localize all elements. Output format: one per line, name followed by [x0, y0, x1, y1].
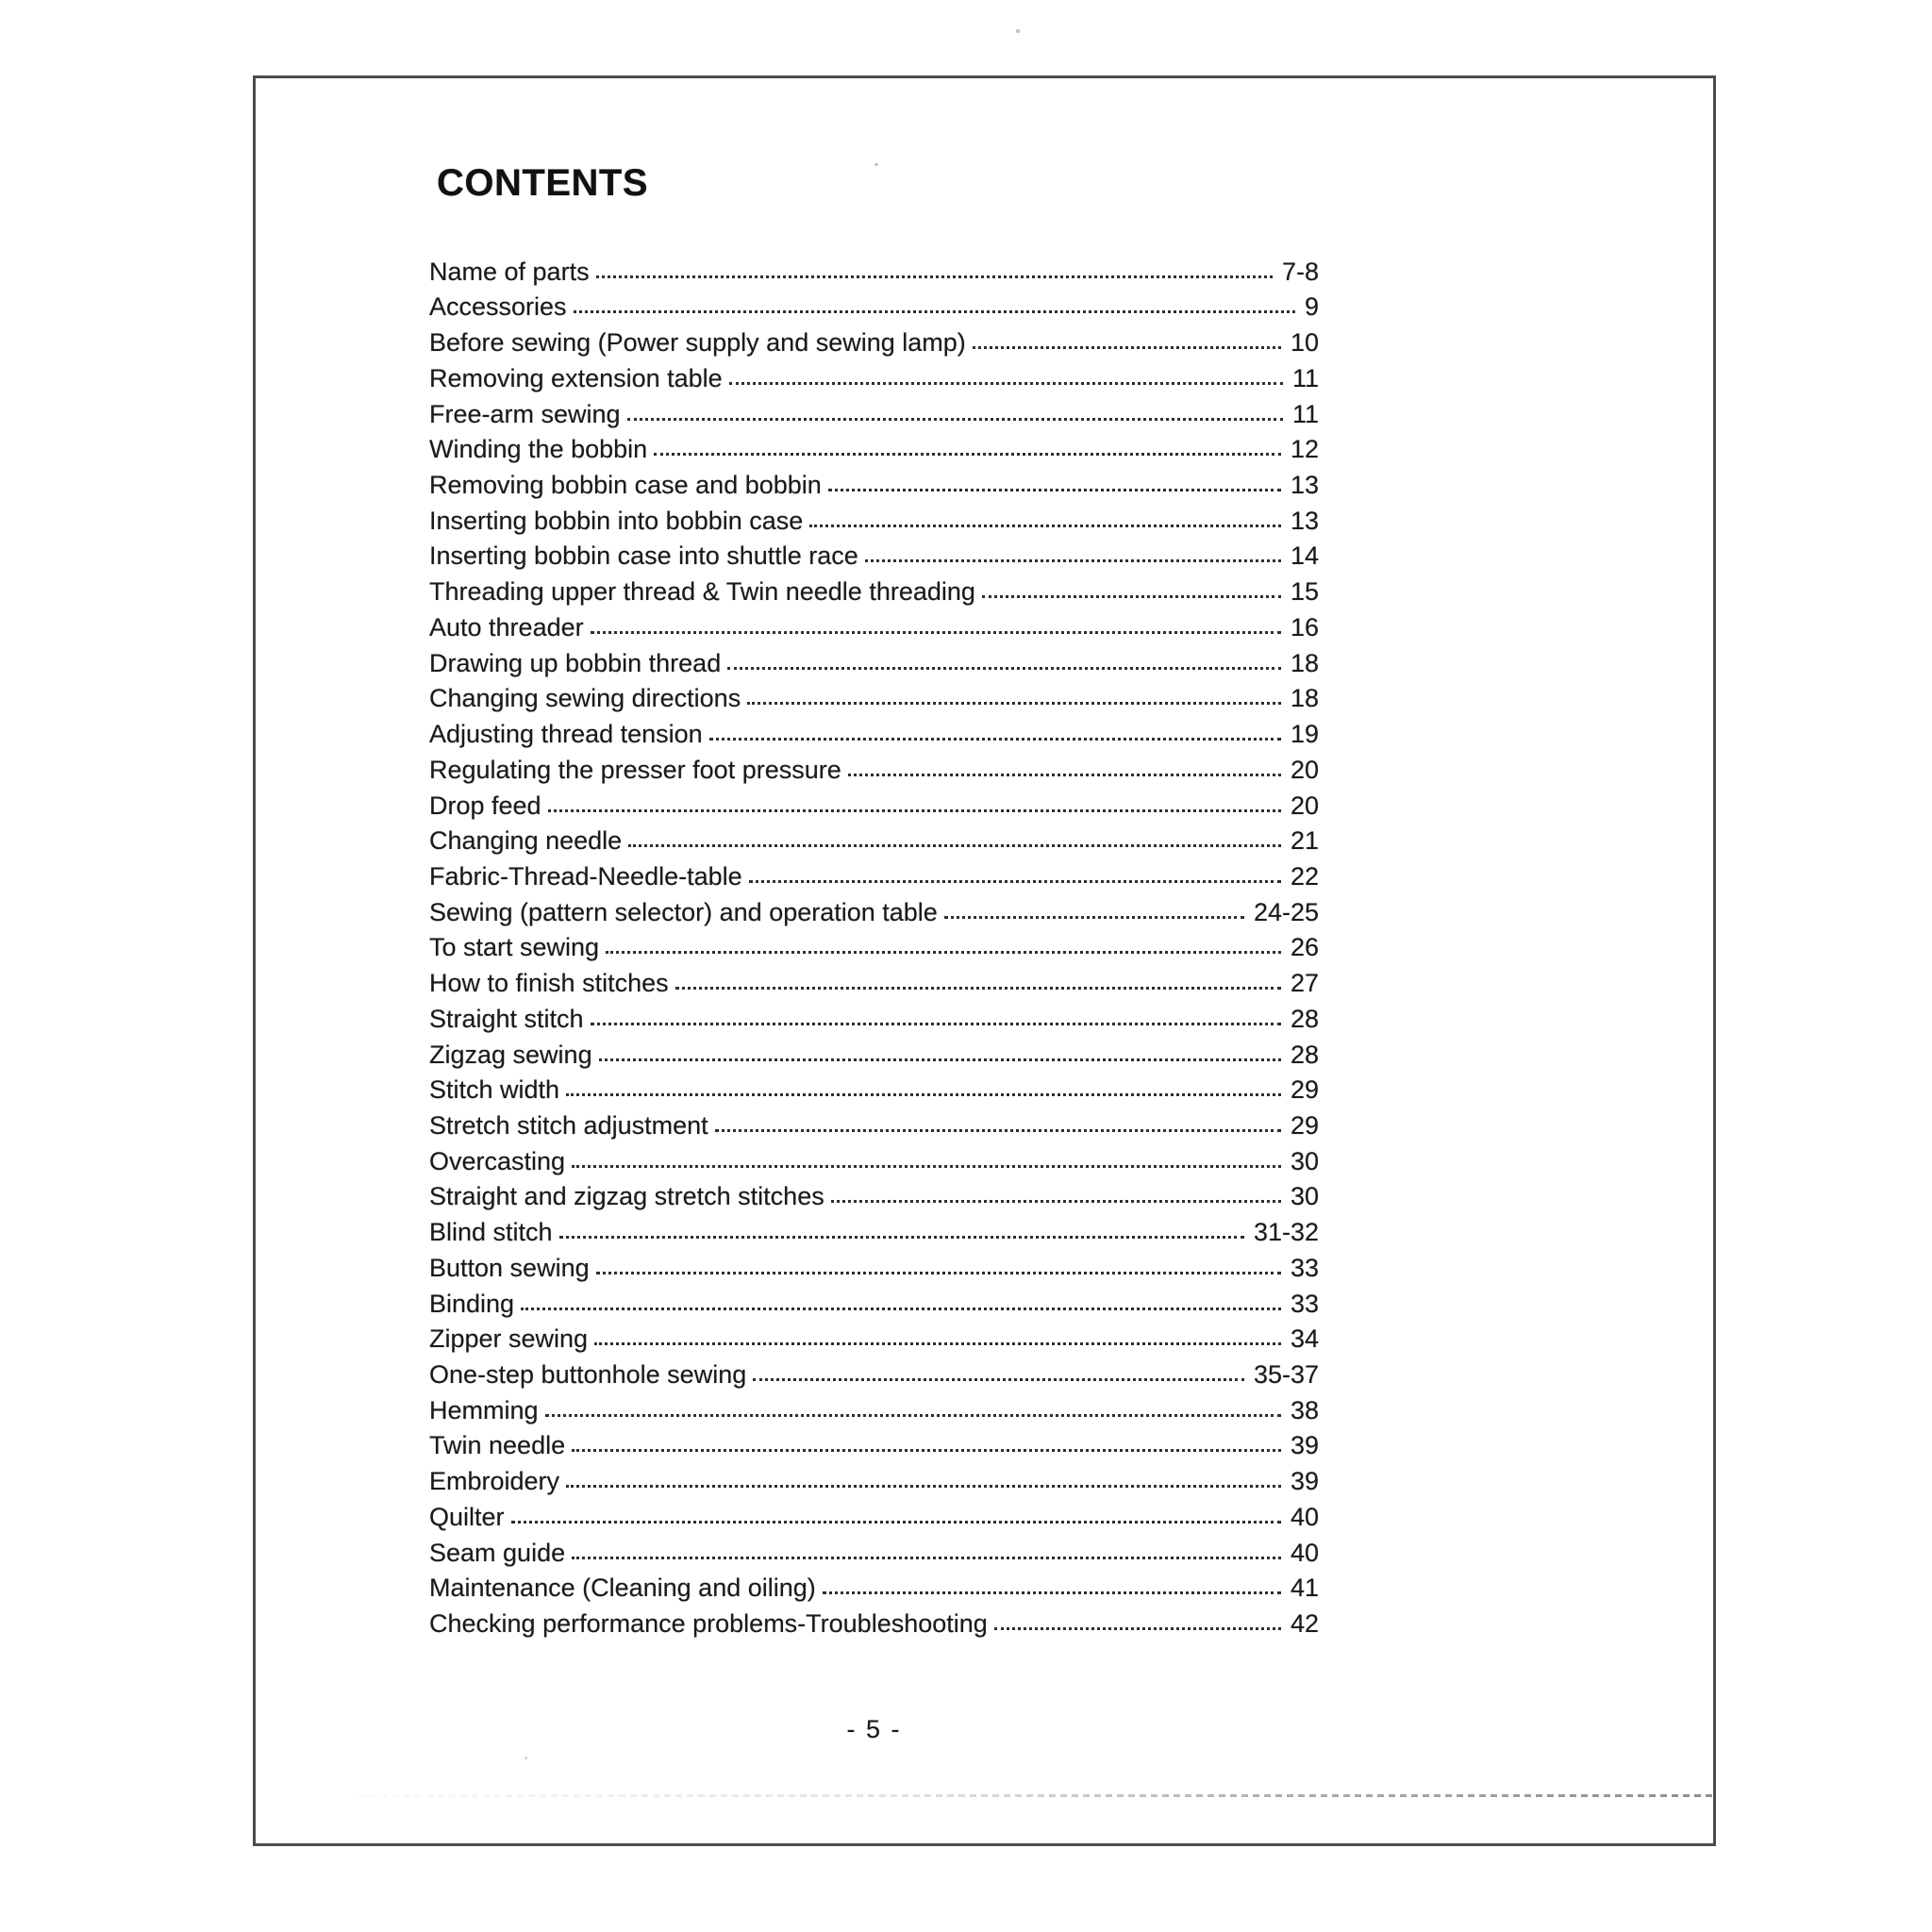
toc-entry: [429, 893, 1319, 929]
toc-entry-label: Accessories: [429, 292, 567, 322]
toc-entry: [429, 1570, 1319, 1606]
toc-leader-dots: [548, 809, 1281, 812]
toc-entry-page-number: 24-25: [1253, 897, 1319, 926]
toc-entry: [429, 823, 1319, 858]
toc-entry-label: Name of parts: [429, 257, 590, 286]
toc-entry-page-number: 22: [1290, 861, 1319, 891]
toc-entry-page-number: 16: [1290, 612, 1319, 641]
toc-entry: [429, 431, 1319, 467]
toc-leader-dots: [594, 1342, 1281, 1345]
toc-entry-page-number: 14: [1290, 541, 1319, 571]
toc-leader-dots: [521, 1307, 1281, 1310]
toc-leader-dots: [628, 844, 1281, 847]
toc-entry-label: Twin needle: [429, 1431, 566, 1460]
toc-entry: [429, 1356, 1319, 1391]
toc-entry-label: Zigzag sewing: [429, 1040, 592, 1069]
toc-entry-label: Embroidery: [429, 1467, 560, 1496]
toc-entry-page-number: 27: [1290, 969, 1319, 998]
page-title: CONTENTS: [437, 162, 648, 204]
toc-entry-page-number: 34: [1290, 1324, 1319, 1354]
toc-entry-page-number: 40: [1290, 1502, 1319, 1531]
toc-leader-dots: [596, 275, 1273, 278]
toc-leader-dots: [982, 595, 1281, 598]
toc-entry-page-number: 18: [1290, 648, 1319, 677]
toc-entry-label: Hemming: [429, 1395, 539, 1424]
toc-leader-dots: [566, 1485, 1281, 1488]
toc-entry-label: Auto threader: [429, 612, 584, 641]
toc-entry: [429, 573, 1319, 608]
scan-artifact-line: [358, 1794, 1715, 1797]
toc-entry-label: Removing extension table: [429, 363, 723, 392]
scan-speck: [874, 163, 878, 166]
toc-entry-page-number: 19: [1290, 720, 1319, 749]
toc-entry-label: Fabric-Thread-Needle-table: [429, 861, 742, 891]
toc-leader-dots: [749, 880, 1281, 883]
toc-entry-page-number: 29: [1290, 1110, 1319, 1140]
toc-leader-dots: [591, 1023, 1281, 1025]
toc-leader-dots: [596, 1272, 1281, 1274]
toc-entry: [429, 1249, 1319, 1285]
toc-leader-dots: [591, 631, 1281, 634]
toc-leader-dots: [606, 951, 1281, 954]
toc-entry-page-number: 39: [1290, 1431, 1319, 1460]
toc-entry-page-number: 31-32: [1253, 1218, 1319, 1247]
toc-entry-page-number: 26: [1290, 933, 1319, 962]
toc-entry-page-number: 38: [1290, 1395, 1319, 1424]
toc-entry-label: Overcasting: [429, 1146, 566, 1175]
toc-entry: [429, 1605, 1319, 1641]
toc-leader-dots: [511, 1521, 1281, 1524]
toc-entry-page-number: 28: [1290, 1004, 1319, 1033]
toc-leader-dots: [973, 346, 1281, 349]
toc-entry: [429, 395, 1319, 431]
toc-entry: [429, 1498, 1319, 1534]
toc-entry-label: How to finish stitches: [429, 969, 669, 998]
toc-leader-dots: [572, 1557, 1281, 1559]
toc-entry-label: Straight and zigzag stretch stitches: [429, 1182, 824, 1211]
toc-entry: [429, 608, 1319, 644]
toc-leader-dots: [729, 382, 1283, 385]
toc-entry-label: One-step buttonhole sewing: [429, 1360, 747, 1389]
scan-speck: [525, 1757, 527, 1759]
toc-entry: [429, 1534, 1319, 1570]
toc-leader-dots: [627, 418, 1283, 421]
toc-entry: [429, 751, 1319, 787]
toc-leader-dots: [747, 702, 1281, 705]
toc-leader-dots: [823, 1591, 1281, 1594]
toc-entry-label: Quilter: [429, 1502, 505, 1531]
toc-entry-page-number: 7-8: [1281, 257, 1319, 286]
toc-entry-label: Stretch stitch adjustment: [429, 1110, 708, 1140]
toc-entry-page-number: 41: [1290, 1574, 1319, 1603]
toc-entry-label: Removing bobbin case and bobbin: [429, 471, 822, 500]
toc-leader-dots: [572, 1449, 1281, 1452]
toc-entry-page-number: 29: [1290, 1075, 1319, 1105]
toc-leader-dots: [809, 525, 1281, 527]
toc-leader-dots: [944, 916, 1244, 919]
toc-entry-label: Blind stitch: [429, 1218, 553, 1247]
toc-leader-dots: [599, 1058, 1281, 1061]
toc-entry-label: Checking performance problems-Troubleshooting: [429, 1609, 988, 1639]
toc-entry-page-number: 18: [1290, 684, 1319, 713]
page-number-footer: - 5 -: [846, 1715, 902, 1743]
toc-entry-page-number: 13: [1290, 471, 1319, 500]
toc-entry: [429, 1072, 1319, 1108]
toc-entry: [429, 289, 1319, 325]
toc-entry-page-number: 15: [1290, 577, 1319, 607]
toc-entry-page-number: 33: [1290, 1253, 1319, 1282]
toc-entry-page-number: 11: [1291, 363, 1319, 392]
toc-entry-label: Maintenance (Cleaning and oiling): [429, 1574, 816, 1603]
toc-entry-label: Adjusting thread tension: [429, 720, 703, 749]
toc-entry-page-number: 13: [1290, 506, 1319, 535]
toc-entry-page-number: 12: [1290, 435, 1319, 464]
toc-entry: [429, 1142, 1319, 1178]
toc-leader-dots: [715, 1129, 1281, 1132]
toc-entry-page-number: 30: [1290, 1182, 1319, 1211]
toc-entry-label: Inserting bobbin into bobbin case: [429, 506, 804, 535]
toc-entry: [429, 715, 1319, 751]
toc-leader-dots: [709, 738, 1281, 741]
toc-entry-page-number: 11: [1291, 399, 1319, 428]
toc-entry: [429, 1285, 1319, 1321]
toc-entry-label: Inserting bobbin case into shuttle race: [429, 541, 858, 571]
toc-entry: [429, 1107, 1319, 1142]
toc-leader-dots: [848, 774, 1281, 776]
toc-entry-label: Binding: [429, 1289, 515, 1318]
toc-entry: [429, 1462, 1319, 1498]
toc-entry-page-number: 42: [1290, 1609, 1319, 1639]
toc-entry-label: Button sewing: [429, 1253, 590, 1282]
toc-leader-dots: [545, 1414, 1281, 1417]
toc-entry: [429, 466, 1319, 502]
toc-entry-label: Zipper sewing: [429, 1324, 589, 1354]
toc-leader-dots: [994, 1627, 1281, 1630]
toc-entry-page-number: 10: [1290, 328, 1319, 358]
toc-entry-label: Sewing (pattern selector) and operation table: [429, 897, 938, 926]
toc-entry-page-number: 9: [1304, 292, 1319, 322]
toc-entry: [429, 1321, 1319, 1357]
scan-speck: [1016, 29, 1020, 33]
toc-entry-page-number: 21: [1290, 826, 1319, 856]
toc-list: [429, 253, 1319, 1641]
toc-entry-label: Straight stitch: [429, 1004, 584, 1033]
toc-entry-page-number: 39: [1290, 1467, 1319, 1496]
toc-entry: [429, 1000, 1319, 1036]
toc-entry: [429, 324, 1319, 359]
toc-entry: [429, 502, 1319, 538]
toc-leader-dots: [559, 1236, 1244, 1239]
toc-entry-page-number: 35-37: [1253, 1360, 1319, 1389]
toc-entry-label: Drawing up bobbin thread: [429, 648, 722, 677]
toc-entry-page-number: 20: [1290, 791, 1319, 820]
toc-entry: [429, 1427, 1319, 1463]
toc-leader-dots: [831, 1200, 1281, 1203]
toc-entry-label: Drop feed: [429, 791, 541, 820]
toc-entry: [429, 1391, 1319, 1427]
toc-entry-label: Regulating the presser foot pressure: [429, 755, 841, 784]
toc-entry: [429, 538, 1319, 574]
toc-entry-label: Stitch width: [429, 1075, 560, 1105]
toc-entry: [429, 253, 1319, 289]
toc-entry-label: Winding the bobbin: [429, 435, 648, 464]
toc-entry-label: Changing needle: [429, 826, 623, 856]
toc-entry-page-number: 33: [1290, 1289, 1319, 1318]
toc-leader-dots: [574, 310, 1295, 313]
toc-leader-dots: [654, 453, 1281, 456]
toc-entry-label: Changing sewing directions: [429, 684, 741, 713]
toc-entry: [429, 787, 1319, 823]
toc-leader-dots: [865, 559, 1281, 562]
toc-leader-dots: [753, 1378, 1244, 1381]
toc-entry: [429, 1178, 1319, 1214]
toc-entry-page-number: 30: [1290, 1146, 1319, 1175]
toc-leader-dots: [572, 1165, 1281, 1168]
toc-entry: [429, 858, 1319, 893]
toc-entry-label: Threading upper thread & Twin needle threading: [429, 577, 975, 607]
toc-entry-page-number: 20: [1290, 755, 1319, 784]
toc-entry: [429, 964, 1319, 1000]
toc-entry-page-number: 28: [1290, 1040, 1319, 1069]
toc-entry: [429, 1213, 1319, 1249]
toc-leader-dots: [828, 489, 1281, 491]
toc-entry: [429, 644, 1319, 680]
toc-entry-label: Free-arm sewing: [429, 399, 621, 428]
toc-leader-dots: [675, 987, 1281, 990]
toc-entry: [429, 1036, 1319, 1072]
toc-entry: [429, 680, 1319, 716]
toc-entry: [429, 929, 1319, 965]
toc-entry-label: To start sewing: [429, 933, 600, 962]
toc-entry-label: Seam guide: [429, 1538, 566, 1567]
toc-leader-dots: [566, 1093, 1281, 1096]
toc-leader-dots: [727, 667, 1281, 670]
toc-entry-page-number: 40: [1290, 1538, 1319, 1567]
toc-entry-label: Before sewing (Power supply and sewing lamp): [429, 328, 966, 358]
toc-entry: [429, 359, 1319, 395]
